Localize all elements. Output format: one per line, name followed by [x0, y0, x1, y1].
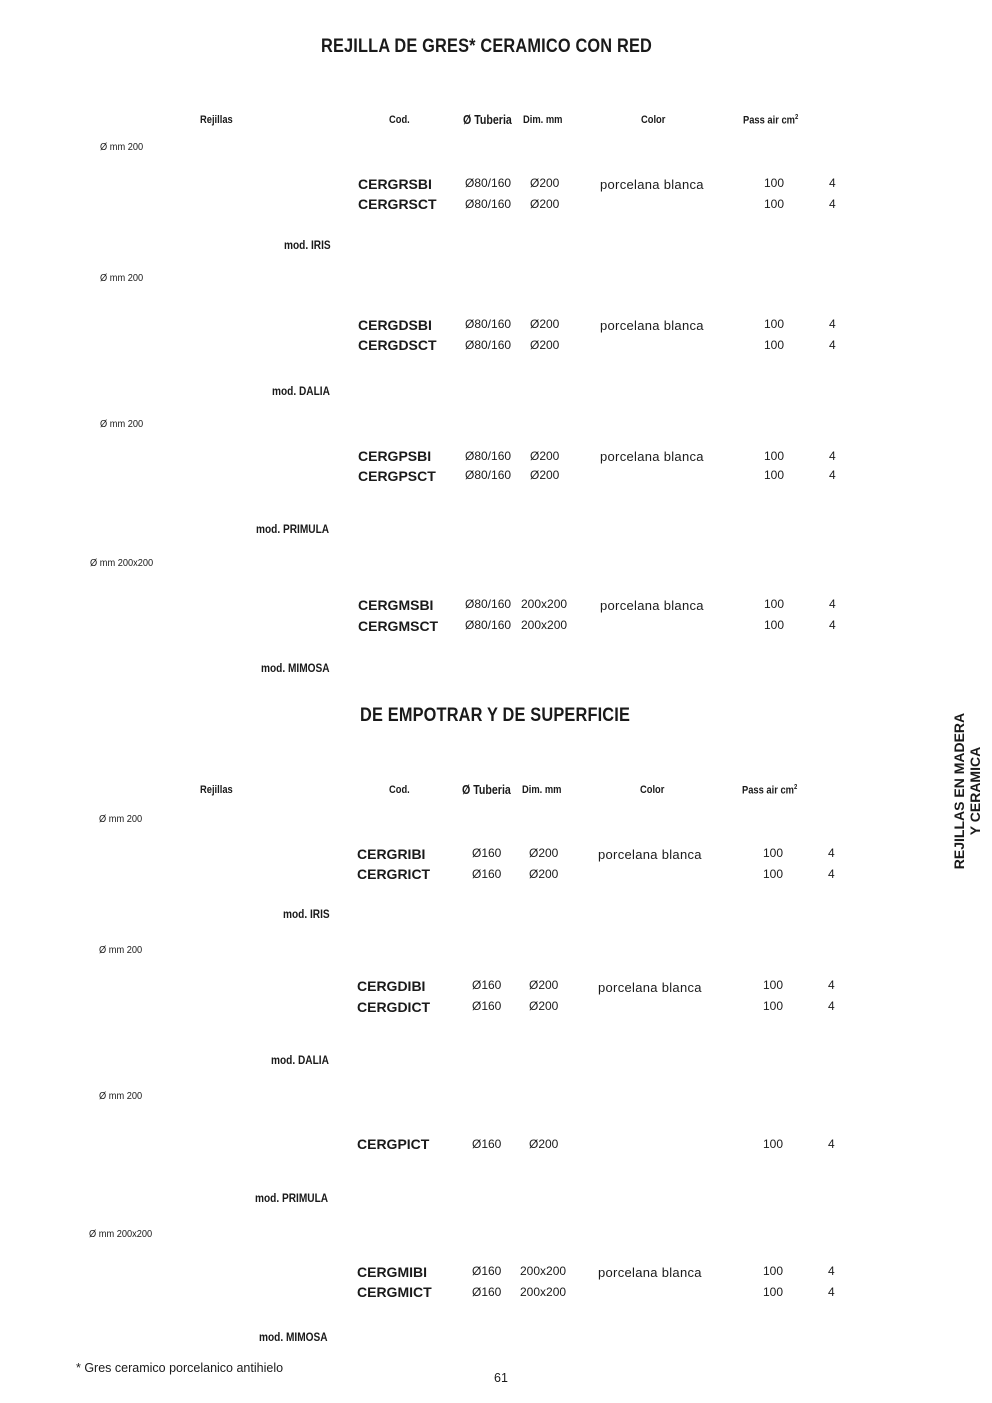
- tuberia-value: Ø80/160: [465, 597, 512, 611]
- header-color: Color: [640, 784, 665, 796]
- product-code: CERGRSBI: [358, 176, 432, 192]
- qty-value: 4: [828, 867, 835, 881]
- pass-value: 100: [763, 1264, 784, 1278]
- dim-value: 200x200: [520, 1285, 567, 1299]
- pass-value: 100: [764, 317, 785, 331]
- qty-value: 4: [828, 846, 835, 860]
- product-code: CERGDSCT: [358, 337, 437, 353]
- color-value: porcelana blanca: [600, 318, 704, 333]
- pass-value: 100: [764, 338, 785, 352]
- diameter-label: Ø mm 200x200: [89, 1228, 153, 1240]
- qty-value: 4: [828, 999, 835, 1013]
- color-value: porcelana blanca: [598, 847, 702, 862]
- product-code: CERGMSCT: [358, 618, 439, 634]
- tuberia-value: Ø160: [472, 1264, 502, 1278]
- product-code: CERGMSBI: [358, 597, 434, 613]
- diameter-label: Ø mm 200: [99, 944, 143, 956]
- pass-value: 100: [763, 846, 784, 860]
- model-label: mod. PRIMULA: [256, 524, 330, 536]
- model-label: mod. IRIS: [283, 909, 330, 921]
- pass-value: 100: [764, 468, 785, 482]
- page-title: REJILLA DE GRES* CERAMICO CON RED: [321, 36, 652, 57]
- pass-value: 100: [764, 449, 785, 463]
- dim-value: Ø200: [530, 468, 560, 482]
- tuberia-value: Ø160: [472, 846, 502, 860]
- qty-value: 4: [829, 176, 836, 190]
- pass-value: 100: [764, 618, 785, 632]
- tuberia-value: Ø160: [472, 867, 502, 881]
- header-dim: Dim. mm: [522, 784, 562, 796]
- diameter-label: Ø mm 200: [99, 1090, 143, 1102]
- dim-value: Ø200: [530, 176, 560, 190]
- qty-value: 4: [829, 197, 836, 211]
- product-code: CERGDSBI: [358, 317, 432, 333]
- dim-value: Ø200: [530, 449, 560, 463]
- product-code: CERGMIBI: [357, 1264, 427, 1280]
- qty-value: 4: [829, 468, 836, 482]
- product-code: CERGRICT: [357, 866, 431, 882]
- diameter-label: Ø mm 200: [99, 813, 143, 825]
- header-tuberia: Ø Tuberia: [462, 783, 511, 797]
- header-tuberia: Ø Tuberia: [463, 113, 512, 127]
- model-label: mod. DALIA: [271, 1055, 329, 1067]
- model-label: mod. DALIA: [272, 386, 330, 398]
- page-number: 61: [494, 1371, 508, 1385]
- qty-value: 4: [828, 1137, 835, 1151]
- dim-value: Ø200: [530, 338, 560, 352]
- dim-value: Ø200: [529, 867, 559, 881]
- qty-value: 4: [828, 1264, 835, 1278]
- qty-value: 4: [828, 1285, 835, 1299]
- pass-value: 100: [763, 867, 784, 881]
- tuberia-value: Ø80/160: [465, 338, 512, 352]
- section-title: DE EMPOTRAR Y DE SUPERFICIE: [360, 705, 631, 726]
- dim-value: Ø200: [529, 846, 559, 860]
- product-code: CERGPSBI: [358, 448, 432, 464]
- pass-value: 100: [763, 978, 784, 992]
- color-value: porcelana blanca: [600, 449, 704, 464]
- qty-value: 4: [829, 618, 836, 632]
- diameter-label: Ø mm 200x200: [90, 557, 154, 569]
- header-pass: Pass air $cm^2$: [743, 114, 799, 127]
- product-code: CERGDIBI: [357, 978, 426, 994]
- qty-value: 4: [829, 597, 836, 611]
- dim-value: Ø200: [530, 197, 560, 211]
- tuberia-value: Ø160: [472, 1137, 502, 1151]
- model-label: mod. IRIS: [284, 240, 331, 252]
- qty-value: 4: [829, 338, 836, 352]
- color-value: porcelana blanca: [598, 1265, 702, 1280]
- color-value: porcelana blanca: [600, 177, 704, 192]
- dim-value: Ø200: [529, 978, 559, 992]
- dim-value: 200x200: [520, 1264, 567, 1278]
- product-code: CERGPSCT: [358, 468, 436, 484]
- header-cod: Cod.: [389, 784, 410, 796]
- tuberia-value: Ø80/160: [465, 449, 512, 463]
- tuberia-value: Ø80/160: [465, 618, 512, 632]
- qty-value: 4: [829, 449, 836, 463]
- header-cod: Cod.: [389, 114, 410, 126]
- pass-value: 100: [764, 176, 785, 190]
- header-pass: Pass air $cm^2$: [742, 784, 798, 797]
- side-category-label: REJILLAS EN MADERA Y CERAMICA: [951, 712, 983, 870]
- dim-value: Ø200: [529, 999, 559, 1013]
- product-code: CERGDICT: [357, 999, 431, 1015]
- product-code: CERGPICT: [357, 1136, 430, 1152]
- tuberia-value: Ø80/160: [465, 468, 512, 482]
- diameter-label: Ø mm 200: [100, 272, 144, 284]
- tuberia-value: Ø80/160: [465, 176, 512, 190]
- pass-value: 100: [763, 1285, 784, 1299]
- diameter-label: Ø mm 200: [100, 418, 144, 430]
- pass-value: 100: [764, 597, 785, 611]
- color-value: porcelana blanca: [600, 598, 704, 613]
- tuberia-value: Ø80/160: [465, 197, 512, 211]
- tuberia-value: Ø80/160: [465, 317, 512, 331]
- tuberia-value: Ø160: [472, 999, 502, 1013]
- footnote: * Gres ceramico porcelanico antihielo: [76, 1361, 284, 1375]
- diameter-label: Ø mm 200: [100, 141, 144, 153]
- product-code: CERGRSCT: [358, 196, 437, 212]
- dim-value: Ø200: [529, 1137, 559, 1151]
- pass-value: 100: [763, 999, 784, 1013]
- qty-value: 4: [829, 317, 836, 331]
- header-dim: Dim. mm: [523, 114, 563, 126]
- pass-value: 100: [763, 1137, 784, 1151]
- dim-value: Ø200: [530, 317, 560, 331]
- model-label: mod. MIMOSA: [259, 1332, 328, 1344]
- header-rejillas: Rejillas: [200, 784, 233, 796]
- dim-value: 200x200: [521, 618, 568, 632]
- header-color: Color: [641, 114, 666, 126]
- tuberia-value: Ø160: [472, 978, 502, 992]
- product-code: CERGMICT: [357, 1284, 432, 1300]
- model-label: mod. PRIMULA: [255, 1193, 329, 1205]
- tuberia-value: Ø160: [472, 1285, 502, 1299]
- dim-value: 200x200: [521, 597, 568, 611]
- pass-value: 100: [764, 197, 785, 211]
- qty-value: 4: [828, 978, 835, 992]
- header-rejillas: Rejillas: [200, 114, 233, 126]
- product-code: CERGRIBI: [357, 846, 426, 862]
- model-label: mod. MIMOSA: [261, 663, 330, 675]
- color-value: porcelana blanca: [598, 980, 702, 995]
